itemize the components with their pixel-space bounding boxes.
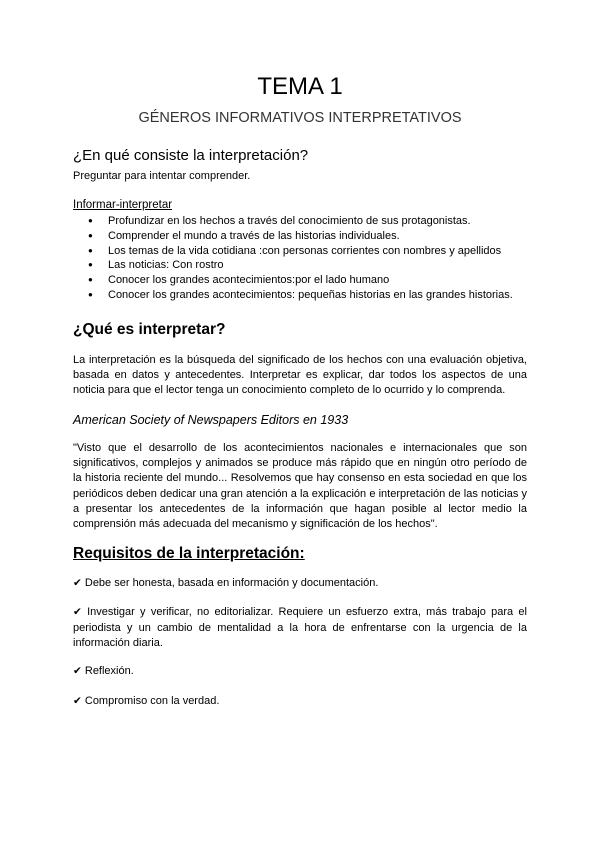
section-question-heading: ¿En qué consiste la interpretación?	[73, 147, 309, 164]
check-icon: ✔	[73, 695, 82, 707]
list-item: ● Los temas de la vida cotidiana :con personas corrientes con nombres y apellidos	[73, 244, 543, 259]
informar-interpretar-subheading: Informar-interpretar	[73, 199, 173, 211]
check-icon: ✔	[73, 606, 82, 618]
requirement-item	[73, 576, 527, 592]
bullet-list	[73, 214, 543, 303]
requirement-text: Reflexión.	[84, 665, 134, 677]
requirement-item	[73, 664, 527, 680]
source-citation: American Society of Newspapers Editors en 1933	[73, 413, 349, 427]
list-item: ● Conocer los grandes acontecimientos: pequeñas historias en las grandes historias.	[73, 288, 543, 303]
list-item: ● Profundizar en los hechos a través del conocimiento de sus protagonistas.	[73, 214, 543, 229]
requirement-text: Debe ser honesta, basada en información y documentación.	[84, 577, 379, 589]
requisitos-heading: Requisitos de la interpretación:	[73, 545, 305, 562]
list-item: ● Conocer los grandes acontecimientos:por el lado humano	[73, 273, 543, 288]
list-item: ● Las noticias: Con rostro	[73, 258, 543, 273]
quote-paragraph: "Visto que el desarrollo de los acontecimientos nacionales e internacionales que son significativos, complejos y animados se produce más rápido que en ningún otro período de la historia reciente del mundo... Resolvemos que hay consenso en esta sociedad en que los periódicos deben dedicar una gran atención a la explicación e interpretación de las noticias y a presentar los antecedentes de la información que hagan posible al lector medio la comprensión más adecuada del mecanismo y significación de los hechos".	[73, 442, 527, 531]
requirement-text: Compromiso con la verdad.	[84, 695, 220, 707]
definition-paragraph: La interpretación es la búsqueda del significado de los hechos con una evaluación objetiva, basada en datos y antecedentes. Interpretar es explicar, dar todos los aspectos de una noticia para que el lector tenga un conocimiento completo de lo ocurrido y lo comprenda.	[73, 354, 527, 397]
requirement-item	[73, 605, 527, 652]
requirement-text: Investigar y verificar, no editorializar. Requiere un esfuerzo extra, más trabajo para el periodista y un cambio de mentalidad a la hora de enfrentarse con la urgencia de la información diaria.	[73, 606, 527, 650]
page-title: TEMA 1	[257, 73, 343, 100]
check-icon: ✔	[73, 577, 82, 589]
section-answer-text: Preguntar para intentar comprender.	[73, 170, 251, 182]
page-subtitle: GÉNEROS INFORMATIVOS INTERPRETATIVOS	[138, 110, 462, 126]
que-es-interpretar-heading: ¿Qué es interpretar?	[73, 321, 226, 338]
list-item: ● Comprender el mundo a través de las historias individuales.	[73, 229, 543, 244]
requirement-item	[73, 694, 527, 710]
check-icon: ✔	[73, 665, 82, 677]
